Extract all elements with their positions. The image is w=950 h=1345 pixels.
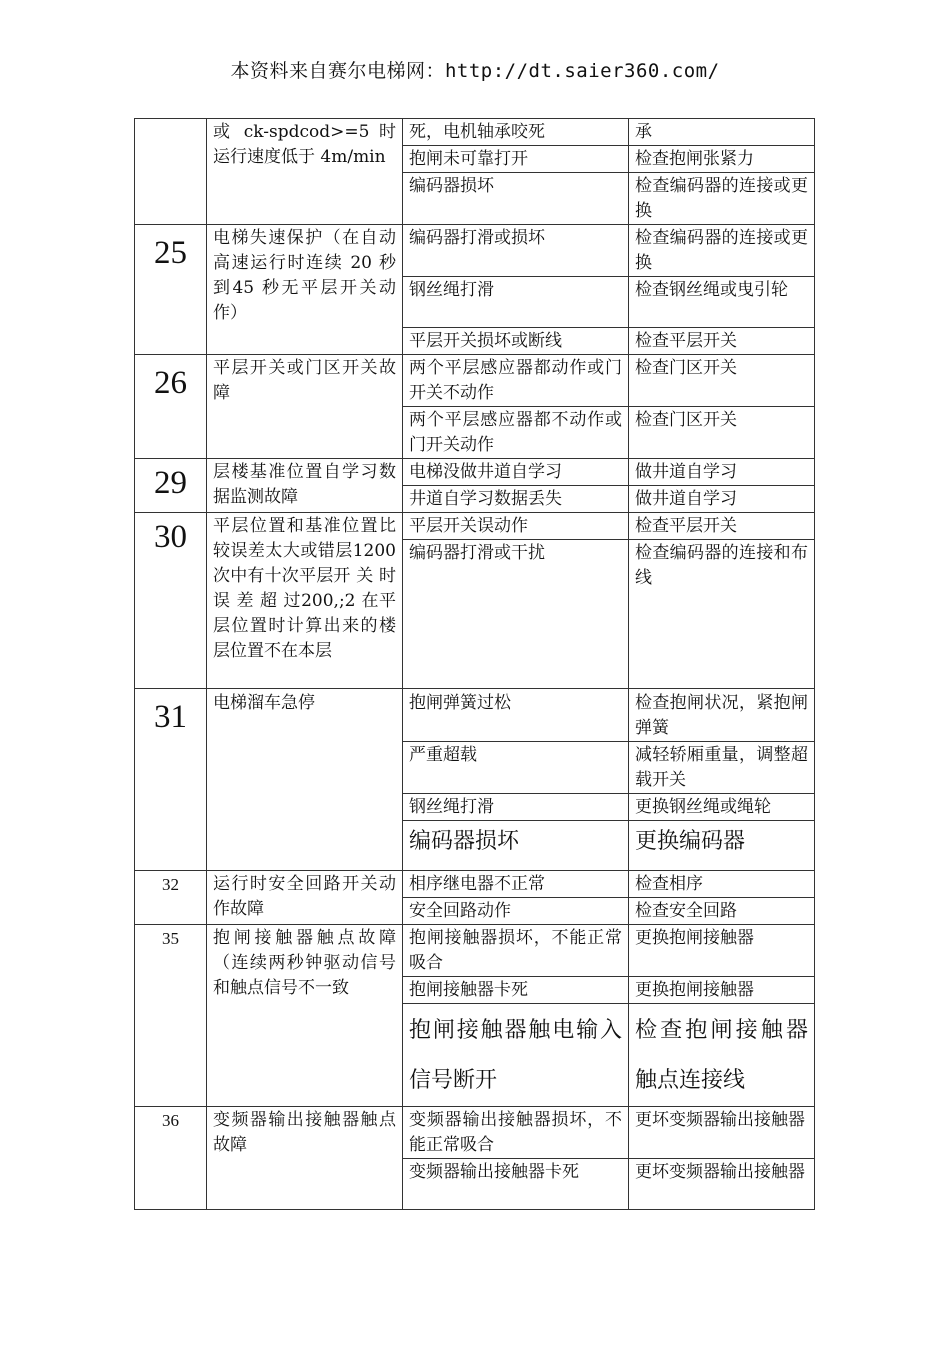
fault-cause-cell: 相序继电器不正常	[403, 871, 629, 898]
fault-code-cell: 29	[135, 459, 207, 513]
fault-remedy-cell: 检查编码器的连接或更换	[629, 225, 815, 277]
table-row	[135, 119, 815, 146]
fault-remedy-cell: 更坏变频器输出接触器	[629, 1107, 815, 1159]
fault-remedy-cell: 更换钢丝绳或绳轮	[629, 794, 815, 821]
table-row	[135, 355, 815, 407]
fault-cause-cell: 抱闸弹簧过松	[403, 689, 629, 742]
fault-remedy-cell: 检查编码器的连接和布线	[629, 540, 815, 689]
fault-remedy-cell: 更换编码器	[629, 821, 815, 871]
fault-remedy-cell: 检查平层开关	[629, 513, 815, 540]
fault-remedy-cell: 做井道自学习	[629, 459, 815, 486]
fault-description-cell: 层楼基准位置自学习数据监测故障	[207, 459, 403, 513]
fault-cause-cell: 平层开关误动作	[403, 513, 629, 540]
table-row	[135, 513, 815, 540]
fault-cause-cell: 两个平层感应器都动作或门开关不动作	[403, 355, 629, 407]
fault-cause-cell: 编码器损坏	[403, 821, 629, 871]
fault-remedy-cell: 检查平层开关	[629, 328, 815, 355]
fault-remedy-cell: 检查抱闸接触器触点连接线	[629, 1004, 815, 1107]
fault-code-cell: 30	[135, 513, 207, 689]
table-row	[135, 225, 815, 277]
fault-cause-cell: 变频器输出接触器卡死	[403, 1159, 629, 1210]
fault-remedy-cell: 更坏变频器输出接触器	[629, 1159, 815, 1210]
fault-cause-cell: 安全回路动作	[403, 898, 629, 925]
fault-cause-cell: 抱闸接触器卡死	[403, 977, 629, 1004]
fault-cause-cell: 电梯没做井道自学习	[403, 459, 629, 486]
fault-code-cell: 31	[135, 689, 207, 871]
fault-cause-cell: 平层开关损坏或断线	[403, 328, 629, 355]
fault-code-cell: 25	[135, 225, 207, 355]
fault-code-cell: 35	[135, 925, 207, 1107]
fault-description-cell: 或 ck-spdcod>=5 时运行速度低于 4m/min	[207, 119, 403, 225]
table-row	[135, 689, 815, 742]
page-header-source: 本资料来自赛尔电梯网：http://dt.saier360.com/	[230, 60, 720, 82]
fault-description-cell: 平层开关或门区开关故障	[207, 355, 403, 459]
table-row	[135, 925, 815, 977]
fault-code-cell: 26	[135, 355, 207, 459]
fault-remedy-cell: 更换抱闸接触器	[629, 925, 815, 977]
table-row	[135, 1107, 815, 1159]
fault-cause-cell: 抱闸接触器损坏，不能正常吸合	[403, 925, 629, 977]
fault-code-cell: 36	[135, 1107, 207, 1210]
fault-cause-cell: 严重超载	[403, 742, 629, 794]
fault-remedy-cell: 承	[629, 119, 815, 146]
fault-cause-cell: 钢丝绳打滑	[403, 794, 629, 821]
fault-remedy-cell: 检查门区开关	[629, 407, 815, 459]
fault-remedy-cell: 做井道自学习	[629, 486, 815, 513]
fault-description-cell: 抱闸接触器触点故障（连续两秒钟驱动信号和触点信号不一致	[207, 925, 403, 1107]
fault-cause-cell: 井道自学习数据丢失	[403, 486, 629, 513]
fault-remedy-cell: 检查门区开关	[629, 355, 815, 407]
fault-description-cell: 电梯失速保护（在自动高速运行时连续 20 秒到45 秒无平层开关动作）	[207, 225, 403, 355]
fault-description-cell: 变频器输出接触器触点故障	[207, 1107, 403, 1210]
fault-cause-cell: 编码器打滑或损坏	[403, 225, 629, 277]
fault-description-cell: 电梯溜车急停	[207, 689, 403, 871]
fault-remedy-cell: 检查抱闸张紧力	[629, 146, 815, 173]
fault-description-cell: 运行时安全回路开关动作故障	[207, 871, 403, 925]
fault-code-cell	[135, 119, 207, 225]
fault-remedy-cell: 检查安全回路	[629, 898, 815, 925]
fault-remedy-cell: 检查抱闸状况，紧抱闸弹簧	[629, 689, 815, 742]
fault-cause-cell: 死，电机轴承咬死	[403, 119, 629, 146]
fault-remedy-cell: 检查编码器的连接或更换	[629, 173, 815, 225]
fault-cause-cell: 钢丝绳打滑	[403, 277, 629, 328]
fault-cause-cell: 抱闸未可靠打开	[403, 146, 629, 173]
fault-cause-cell: 抱闸接触器触电输入信号断开	[403, 1004, 629, 1107]
fault-cause-cell: 两个平层感应器都不动作或门开关动作	[403, 407, 629, 459]
fault-remedy-cell: 检查钢丝绳或曳引轮	[629, 277, 815, 328]
table-row	[135, 871, 815, 898]
fault-cause-cell: 编码器损坏	[403, 173, 629, 225]
fault-code-cell: 32	[135, 871, 207, 925]
table-row	[135, 459, 815, 486]
fault-description-cell: 平层位置和基准位置比较误差太大或错层1200 次中有十次平层开 关 时 误 差 超 过200,;2 在平层位置时计算出来的楼层位置不在本层	[207, 513, 403, 689]
fault-cause-cell: 编码器打滑或干扰	[403, 540, 629, 689]
fault-remedy-cell: 减轻轿厢重量，调整超载开关	[629, 742, 815, 794]
fault-remedy-cell: 更换抱闸接触器	[629, 977, 815, 1004]
fault-code-table	[134, 118, 815, 1210]
fault-cause-cell: 变频器输出接触器损坏，不能正常吸合	[403, 1107, 629, 1159]
fault-remedy-cell: 检查相序	[629, 871, 815, 898]
